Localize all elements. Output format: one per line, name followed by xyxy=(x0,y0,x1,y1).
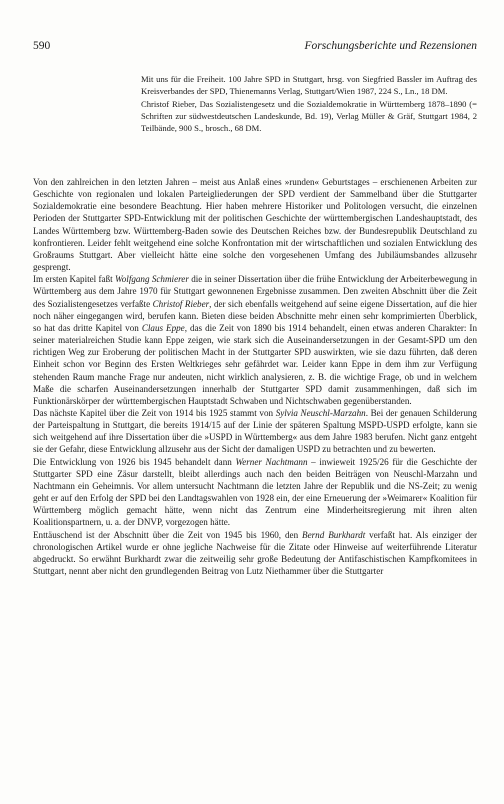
text-run: Enttäuschend ist der Abschnitt über die Zeit von 1945 bis 1960, den xyxy=(33,529,303,540)
text-run: verfaßt hat. Als einziger der chronologischen Artikel wurde er ohne jegliche Nachweise für die Zitate oder Hinweise auf weiterführende Literatur abgedruckt. So erwähnt Burkhardt zwar die zeitweilig sehr große Bedeutung der Antifaschistischen Kampfkomitees in Stuttgart, nennt aber nicht den grundlegenden Beitrag von Lutz Niethammer über die Stuttgarter xyxy=(33,529,478,576)
body-paragraph xyxy=(33,529,477,578)
running-title: Forschungsberichte und Rezensionen xyxy=(304,40,477,52)
text-run: , der sich ebenfalls weitgehend auf seine eigene Dissertation, auf die hier noch näher eingegangen wird, berufen kann. Bieten diese beiden Abschnitte mehr einen sehr komprimierten Überblick, so hat das dritte Kapitel von xyxy=(33,298,477,333)
text-run: Von den zahlreichen in den letzten Jahren – meist aus Anlaß eines »runden« Geburtstages – erschienenen Arbeiten zur Geschichte von regionalen und lokalen Parteigliederungen der SPD verdient der Sammelband über die Stuttgarter Sozialdemokratie eine besondere Beachtung. Hier haben mehrere Historiker und Politologen versucht, die einzelnen Perioden der Stuttgarter SPD-Entwicklung mit der politischen Geschichte der württembergischen Landeshauptstadt, des Landes Württemberg bzw. Württemberg-Baden sowie des Deutschen Reiches bzw. der Bundesrepublik Deutschland zu konfrontieren. Leider fehlt weitgehend eine solche Konfrontation mit der wirtschaftlichen und sozialen Entwicklung des Großraums Stuttgart. Aber vielleicht hätte eine solche den vorgesehenen Umfang des Jubiläumsbandes allzusehr gesprengt. xyxy=(33,177,477,273)
author-name: Christof Rieber xyxy=(152,298,210,309)
bibliography-entry: Mit uns für die Freiheit. 100 Jahre SPD in Stuttgart, hrsg. von Siegfried Bassler im Auftrag des Kreisverbandes der SPD, Thienemanns Verlag, Stuttgart/Wien 1987, 224 S., Ln., 18 DM. xyxy=(141,74,477,97)
body-paragraph xyxy=(33,456,477,529)
author-name: Werner Nachtmann xyxy=(235,456,308,467)
author-name: Wolfgang Schmierer xyxy=(115,274,189,285)
page-number: 590 xyxy=(33,40,51,52)
text-run: Im ersten Kapitel faßt xyxy=(33,274,115,285)
text-run: , das die Zeit von 1890 bis 1914 behandelt, einen etwas anderen Charakter: In seiner materialreichen Studie kann Eppe zeigen, wie stark sich die Auseinandersetzungen in der Gesamt-SPD um den richtigen Weg zur Eroberung der politischen Macht in der Stuttgarter SPD auswirkten, wie sie dazu führten, daß deren Einheit schon vor Beginn des Ersten Weltkrieges sehr gefährdet war. Leider kann Eppe in dem ihm zur Verfügung stehenden Raum manche Frage nur andeuten, nicht wirklich analysieren, z. B. die wichtige Frage, ob und in welchem Maße die scharfen Auseinandersetzungen innerhalb der Stuttgarter SPD damit zusammenhingen, daß sich im Funktionärskörper der württembergischen Hauptstadt Schwaben und Nichtschwaben gegenüberstanden. xyxy=(33,322,478,406)
body-paragraph xyxy=(33,407,477,456)
body-paragraph xyxy=(33,176,477,273)
text-run: Die Entwicklung von 1926 bis 1945 behandelt dann xyxy=(33,456,236,467)
bibliography-block xyxy=(141,73,477,134)
text-run: Das nächste Kapitel über die Zeit von 1914 bis 1925 stammt von xyxy=(33,407,276,418)
text-run: die in seiner Dissertation über die frühe Entwicklung der Arbeiterbewegung in Württemberg aus dem Jahre 1970 für Stuttgart gewonnenen Ergebnisse zusammen. Den zweiten Abschnitt über die Zeit des Sozialistengesetzes verfaßte xyxy=(33,274,477,309)
review-body xyxy=(33,176,477,577)
text-run: – inwieweit 1925/26 für die Geschichte der Stuttgarter SPD eine Zäsur darstellt, bleibt allerdings auch nach den beiden Beiträgen von Neuschl-Marzahn und Nachtmann ein Geheimnis. Vor allem untersucht Nachtmann die letzten Jahre der Republik und die NS-Zeit; zu wenig geht er auf den Erfolg der SPD bei den Landtagswahlen von 1928 ein, der eine Erneuerung der »Weimarer« Koalition für Württemberg möglich gemacht hätte, wenn nicht das Zentrum eine Minderheitsregierung mit ihren alten Koalitionspartnern, u. a. der DNVP, vorgezogen hätte. xyxy=(33,456,477,528)
page-header xyxy=(33,40,477,56)
text-run: . Bei der genauen Schilderung der Parteispaltung in Stuttgart, die bereits 1914/15 auf der Linie der späteren Spaltung MSPD-USPD erfolgte, kann sie sich weitgehend auf ihre Dissertation über die »USPD in Württemberg« aus dem Jahre 1983 berufen. Nicht ganz entgeht sie der Gefahr, diese Entwicklung allzusehr aus der Sicht der damaligen USPD zu betrachten und zu bewerten. xyxy=(33,407,477,455)
body-paragraph xyxy=(33,273,477,407)
author-name: Bernd Burkhardt xyxy=(302,529,366,540)
bibliography-entry: Christof Rieber, Das Sozialistengesetz und die Sozialdemokratie in Württemberg 1878–1890 (= Schriften zur südwestdeutschen Landeskunde, Bd. 19), Verlag Müller & Gräf, Stuttgart 1984, 2 Teilbände, 900 S., brosch., 68 DM. xyxy=(141,98,477,134)
author-name: Sylvia Neuschl-Marzahn xyxy=(275,407,366,418)
author-name: Claus Eppe xyxy=(141,322,185,333)
